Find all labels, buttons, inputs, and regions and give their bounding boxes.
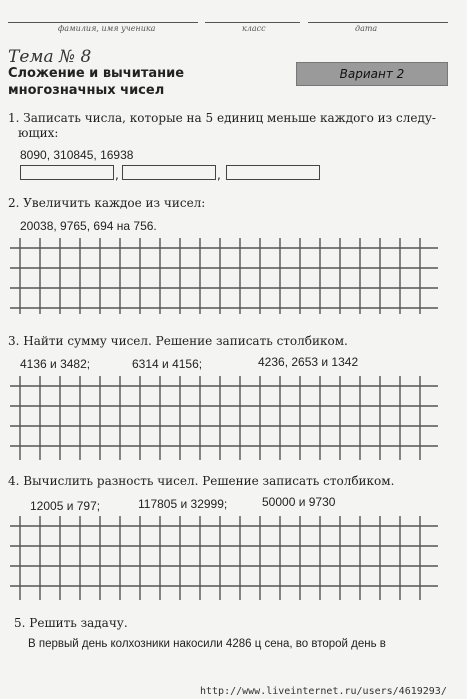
task-2-work-grid[interactable] <box>10 238 438 314</box>
task-3-work-grid[interactable] <box>10 376 438 460</box>
task-3-text: 3. Найти сумму чисел. Решение записать столбиком. <box>8 334 348 348</box>
answer-separator: , <box>217 168 221 182</box>
task-1-answer-field-3[interactable] <box>226 165 320 180</box>
grid-pattern <box>10 516 438 600</box>
task-4-text: 4. Вычислить разность чисел. Решение записать столбиком. <box>8 474 395 488</box>
student-name-line[interactable] <box>8 22 198 23</box>
topic-subtitle-2: многозначных чисел <box>8 83 165 98</box>
task-1-answer-field-2[interactable] <box>122 165 216 180</box>
class-line[interactable] <box>205 22 300 23</box>
task-1-numbers: 8090, 310845, 16938 <box>20 148 134 162</box>
class-label: класс <box>242 24 266 33</box>
student-name-label: фамилия, имя ученика <box>58 24 156 33</box>
answer-separator: , <box>115 168 119 182</box>
footer-url[interactable]: http://www.liveinternet.ru/users/4619293/ <box>200 686 447 697</box>
task-4-pair-2: 117805 и 32999; <box>138 497 228 511</box>
task-5-problem-text: В первый день колхозники накосили 4286 ц сена, во второй день в <box>28 638 386 650</box>
variant-badge: Вариант 2 <box>296 62 448 86</box>
task-2-text: 2. Увеличить каждое из чисел: <box>8 196 206 210</box>
task-4-pair-3: 50000 и 9730 <box>262 495 336 509</box>
task-5-text: 5. Решить задачу. <box>14 616 128 630</box>
task-4-work-grid[interactable] <box>10 516 438 600</box>
task-1-text: 1. Записать числа, которые на 5 единиц меньше каждого из следу- <box>8 111 436 125</box>
task-4-pair-1: 12005 и 797; <box>30 499 101 513</box>
grid-pattern <box>10 376 438 460</box>
grid-pattern <box>10 238 438 314</box>
task-1-answer-field-1[interactable] <box>20 165 114 180</box>
task-2-numbers: 20038, 9765, 694 на 756. <box>20 219 157 233</box>
topic-subtitle-1: Сложение и вычитание <box>8 66 185 81</box>
topic-title: Тема № 8 <box>8 47 92 67</box>
date-label: дата <box>355 24 378 33</box>
task-3-pair-2: 6314 и 4156; <box>132 357 203 371</box>
date-line[interactable] <box>308 22 448 23</box>
task-3-pair-3: 4236, 2653 и 1342 <box>258 355 359 369</box>
task-3-pair-1: 4136 и 3482; <box>20 357 91 371</box>
task-1-text-cont: ющих: <box>18 126 59 140</box>
